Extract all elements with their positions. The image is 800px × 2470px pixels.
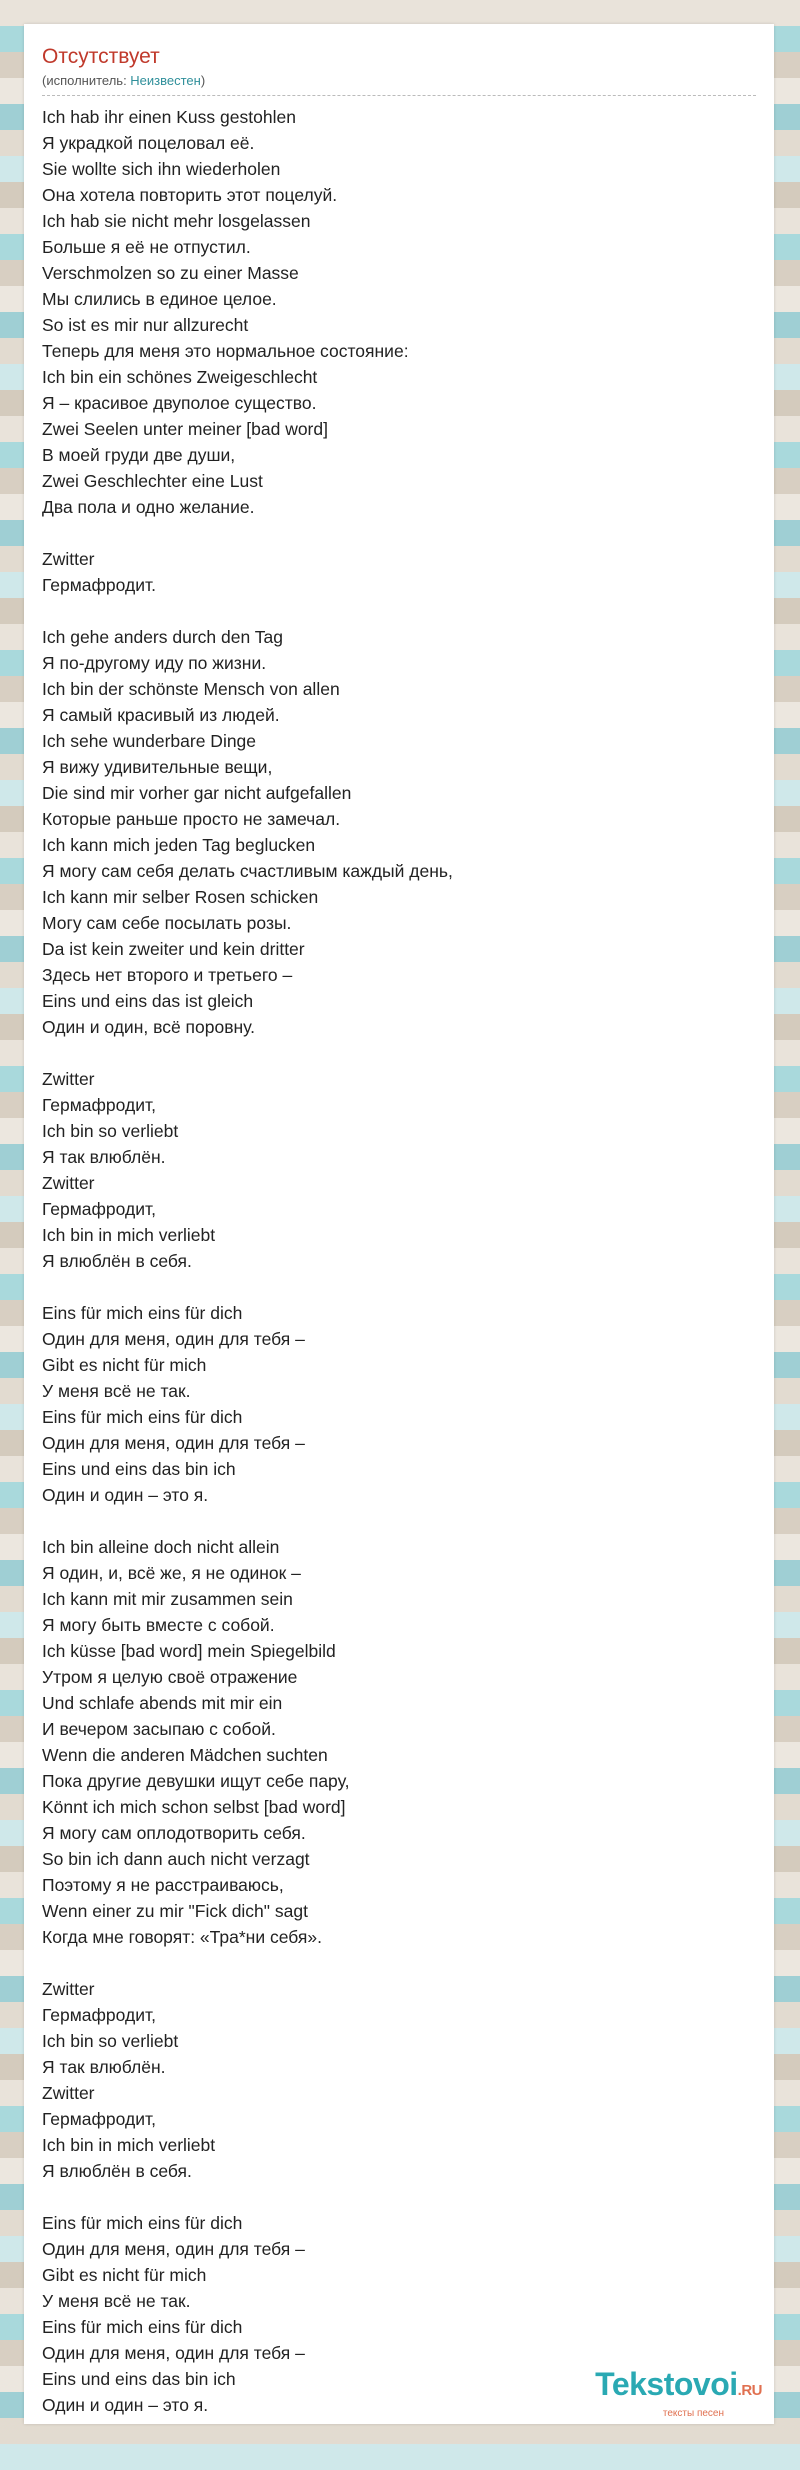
lyric-line: Ich bin alleine doch nicht allein [42, 1537, 280, 1557]
lyric-line: Zwitter [42, 1979, 95, 1999]
lyric-line: Wenn die anderen Mädchen suchten [42, 1745, 328, 1765]
lyric-line: Один и один, всё поровну. [42, 1017, 256, 1037]
lyric-line: Когда мне говорят: «Тра*ни себя». [42, 1927, 322, 1947]
lyric-line: Поэтому я не расстраиваюсь, [42, 1875, 284, 1895]
header-divider [42, 95, 756, 96]
logo-subtitle: тексты песен [662, 2408, 724, 2419]
lyric-line: Один для меня, один для тебя – [42, 2343, 305, 2363]
lyric-line: Ich bin der schönste Mensch von allen [42, 679, 340, 699]
lyric-line: Один для меня, один для тебя – [42, 1329, 305, 1349]
lyric-line: Zwitter [42, 549, 95, 569]
lyric-line: Я так влюблён. [42, 2057, 166, 2077]
lyric-line: So ist es mir nur allzurecht [42, 315, 249, 335]
stanza-break [42, 1274, 752, 1300]
stanza-break [42, 520, 752, 546]
lyric-line: Sie wollte sich ihn wiederholen [42, 159, 281, 179]
lyric-line: Zwitter [42, 2083, 95, 2103]
lyric-line: Которые раньше просто не замечал. [42, 809, 341, 829]
lyric-line: Один для меня, один для тебя – [42, 2239, 305, 2259]
lyric-line: Один для меня, один для тебя – [42, 1433, 305, 1453]
lyric-line: Verschmolzen so zu einer Masse [42, 263, 299, 283]
lyric-line: Eins und eins das bin ich [42, 1459, 236, 1479]
lyric-line: Ich kann mir selber Rosen schicken [42, 887, 319, 907]
lyric-line: Больше я её не отпустил. [42, 237, 251, 257]
lyric-line: Eins für mich eins für dich [42, 2317, 243, 2337]
lyric-line: Теперь для меня это нормальное состояние: [42, 341, 409, 361]
logo-main-text: Tekstovoi [595, 2366, 738, 2402]
lyric-line: Один и один – это я. [42, 1485, 209, 1505]
lyric-line: Zwei Seelen unter meiner [bad word] [42, 419, 328, 439]
artist-suffix: ) [200, 73, 206, 88]
lyric-line: У меня всё не так. [42, 1381, 191, 1401]
lyric-line: И вечером засыпаю с собой. [42, 1719, 276, 1739]
lyric-line: Eins und eins das ist gleich [42, 991, 254, 1011]
lyric-line: Гермафродит, [42, 1199, 156, 1219]
lyric-line: Ich hab sie nicht mehr losgelassen [42, 211, 311, 231]
lyric-line: Wenn einer zu mir "Fick dich" sagt [42, 1901, 308, 1921]
stanza-break [42, 1508, 752, 1534]
lyric-line: Я украдкой поцеловал её. [42, 133, 255, 153]
lyric-line: Мы слились в единое целое. [42, 289, 277, 309]
lyric-line: Gibt es nicht für mich [42, 2265, 207, 2285]
lyric-line: Ich kann mit mir zusammen sein [42, 1589, 293, 1609]
lyric-line: Die sind mir vorher gar nicht aufgefallen [42, 783, 352, 803]
song-title: Отсутствует [42, 45, 160, 68]
artist-prefix: (исполнитель: [42, 73, 131, 88]
site-logo[interactable] [595, 2367, 762, 2420]
lyric-line: Ich bin in mich verliebt [42, 2135, 216, 2155]
lyric-line: Eins für mich eins für dich [42, 1407, 243, 1427]
lyrics-page [24, 24, 774, 2424]
artist-line [42, 72, 756, 90]
stanza-break [42, 1950, 752, 1976]
lyric-line: Я по-другому иду по жизни. [42, 653, 267, 673]
lyric-line: Гермафродит. [42, 575, 156, 595]
lyric-line: Я вижу удивительные вещи, [42, 757, 273, 777]
lyric-line: В моей груди две души, [42, 445, 236, 465]
lyric-line: Я влюблён в себя. [42, 2161, 192, 2181]
song-header [42, 44, 756, 96]
lyric-line: Ich bin in mich verliebt [42, 1225, 216, 1245]
lyric-line: Я – красивое двуполое существо. [42, 393, 317, 413]
stanza-break [42, 2184, 752, 2210]
lyric-line: Гермафродит, [42, 1095, 156, 1115]
lyric-line: Ich hab ihr einen Kuss gestohlen [42, 107, 296, 127]
lyric-line: Я могу сам себя делать счастливым каждый день, [42, 861, 453, 881]
stanza-break [42, 598, 752, 624]
lyric-line: Я могу быть вместе с собой. [42, 1615, 275, 1635]
lyric-line: So bin ich dann auch nicht verzagt [42, 1849, 310, 1869]
lyric-line: Два пола и одно желание. [42, 497, 255, 517]
lyric-line: Ich bin so verliebt [42, 1121, 179, 1141]
lyric-line: Da ist kein zweiter und kein dritter [42, 939, 305, 959]
lyric-line: Утром я целую своё отражение [42, 1667, 298, 1687]
lyric-line: Она хотела повторить этот поцелуй. [42, 185, 338, 205]
lyric-line: Zwitter [42, 1069, 95, 1089]
lyric-line: Eins für mich eins für dich [42, 1303, 243, 1323]
lyric-line: Ich sehe wunderbare Dinge [42, 731, 257, 751]
lyric-line: Я самый красивый из людей. [42, 705, 280, 725]
lyric-line: Und schlafe abends mit mir ein [42, 1693, 283, 1713]
lyric-line: Я один, и, всё же, я не одинок – [42, 1563, 301, 1583]
lyric-line: Ich kann mich jeden Tag beglucken [42, 835, 316, 855]
lyric-line: Гермафродит, [42, 2005, 156, 2025]
lyric-line: Ich bin ein schönes Zweigeschlecht [42, 367, 318, 387]
lyric-line: Я влюблён в себя. [42, 1251, 192, 1271]
lyric-line: Gibt es nicht für mich [42, 1355, 207, 1375]
lyric-line: Могу сам себе посылать розы. [42, 913, 292, 933]
lyric-line: У меня всё не так. [42, 2291, 191, 2311]
lyrics-text [42, 104, 752, 2418]
lyric-line: Ich küsse [bad word] mein Spiegelbild [42, 1641, 336, 1661]
lyric-line: Zwitter [42, 1173, 95, 1193]
lyric-line: Я так влюблён. [42, 1147, 166, 1167]
lyric-line: Я могу сам оплодотворить себя. [42, 1823, 306, 1843]
lyric-line: Пока другие девушки ищут себе пару, [42, 1771, 350, 1791]
artist-link[interactable]: Неизвестен [130, 73, 201, 88]
lyric-line: Eins und eins das bin ich [42, 2369, 236, 2389]
lyric-line: Ich bin so verliebt [42, 2031, 179, 2051]
lyric-line: Один и один – это я. [42, 2395, 209, 2415]
logo-tld: .RU [737, 2382, 762, 2399]
lyric-line: Ich gehe anders durch den Tag [42, 627, 283, 647]
lyric-line: Здесь нет второго и третьего – [42, 965, 293, 985]
lyric-line: Könnt ich mich schon selbst [bad word] [42, 1797, 346, 1817]
lyric-line: Eins für mich eins für dich [42, 2213, 243, 2233]
lyric-line: Гермафродит, [42, 2109, 156, 2129]
lyric-line: Zwei Geschlechter eine Lust [42, 471, 263, 491]
stanza-break [42, 1040, 752, 1066]
